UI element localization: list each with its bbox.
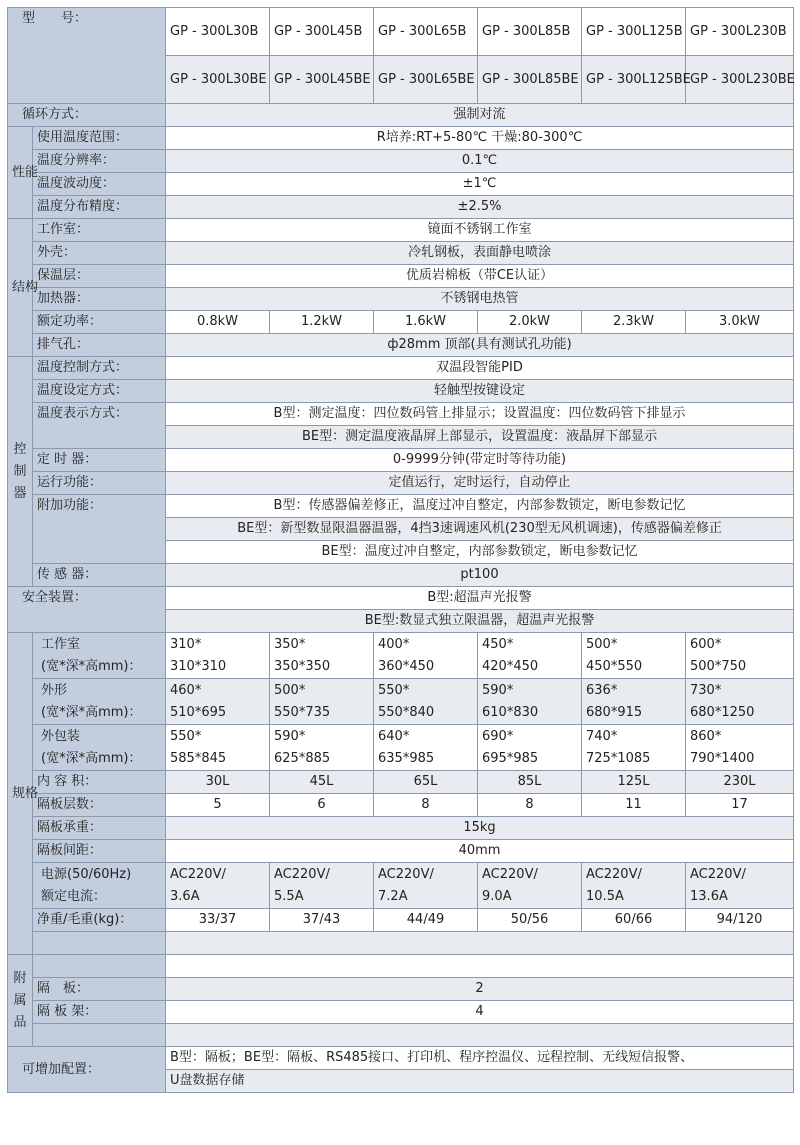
model-cell: GP - 300L125B [582,8,686,56]
accessory-label: 隔 板： [33,978,166,1001]
spec-row [8,840,794,863]
ctrl-value: pt100 [166,564,794,587]
spec-cell: 60/66 [582,909,686,932]
struct-label: 额定功率： [33,311,166,334]
performance-row [8,150,794,173]
spec-cell: 65L [374,771,478,794]
controller-row [8,495,794,518]
spec-cell: AC220V/ 9.0A [478,863,582,909]
spec-cell: 8 [478,794,582,817]
accessory-spacer-row [8,1024,794,1047]
ctrl-label: 温度控制方式： [33,357,166,380]
spec-row [8,794,794,817]
spec-spacer-row [8,932,794,955]
performance-row [8,196,794,219]
model-cell: GP - 300L85BE [478,56,582,104]
circulation-label: 循环方式： [8,104,166,127]
accessory-spacer-row [8,955,794,978]
spec-row [8,863,794,909]
options-value: U盘数据存储 [166,1070,794,1093]
model-cell: GP - 300L65B [374,8,478,56]
ctrl-value: BE型：新型数显限温器温器，4挡3速调速风机(230型无风机调速)，传感器偏差修正 [166,518,794,541]
spec-cell: 740* 725*1085 [582,725,686,771]
accessory-value: 2 [166,978,794,1001]
safety-row [8,587,794,610]
ctrl-value: 0-9999分钟(带定时等待功能) [166,449,794,472]
spec-row [8,771,794,794]
perf-value: ±2.5% [166,196,794,219]
controller-row [8,403,794,426]
circulation-row [8,104,794,127]
spec-cell: 310* 310*310 [166,633,270,679]
struct-value: 镜面不锈钢工作室 [166,219,794,242]
ctrl-label: 传 感 器： [33,564,166,587]
spec-cell: 400* 360*450 [374,633,478,679]
structure-row [8,219,794,242]
power-cell: 3.0kW [686,311,794,334]
performance-row [8,127,794,150]
model-label: 型 号： [8,8,166,104]
perf-value: R培养:RT+5-80℃ 干燥:80-300℃ [166,127,794,150]
spec-cell: 37/43 [270,909,374,932]
structure-row [8,334,794,357]
spec-cell: 500* 450*550 [582,633,686,679]
model-row-b [8,8,794,56]
model-cell: GP - 300L230B [686,8,794,56]
spec-cell: 640* 635*985 [374,725,478,771]
spec-value: 15kg [166,817,794,840]
struct-label: 加热器： [33,288,166,311]
spec-group-label: 规格 [8,633,33,955]
spec-cell: 45L [270,771,374,794]
safety-value: BE型:数显式独立限温器，超温声光报警 [166,610,794,633]
perf-value: ±1℃ [166,173,794,196]
accessory-row [8,978,794,1001]
ctrl-label: 运行功能： [33,472,166,495]
performance-group-label: 性能 [8,127,33,219]
ctrl-value: 定值运行，定时运行，自动停止 [166,472,794,495]
struct-label: 工作室： [33,219,166,242]
spec-cell: 8 [374,794,478,817]
power-cell: 1.2kW [270,311,374,334]
ctrl-label: 定 时 器： [33,449,166,472]
perf-label: 温度波动度： [33,173,166,196]
model-cell: GP - 300L85B [478,8,582,56]
controller-row [8,449,794,472]
spec-row [8,725,794,771]
struct-value: 冷轧钢板，表面静电喷涂 [166,242,794,265]
options-row [8,1047,794,1070]
power-cell: 2.3kW [582,311,686,334]
controller-row [8,472,794,495]
spec-cell: 590* 610*830 [478,679,582,725]
accessory-spacer [166,955,794,978]
spec-cell: 11 [582,794,686,817]
circulation-value: 强制对流 [166,104,794,127]
model-cell: GP - 300L230BE [686,56,794,104]
controller-row [8,380,794,403]
spec-label: 隔板层数： [33,794,166,817]
spec-package-label: 外包装 (宽*深*高mm)： [33,725,166,771]
spec-power-label: 电源(50/60Hz) 额定电流： [33,863,166,909]
spec-cell: 17 [686,794,794,817]
model-cell: GP - 300L30B [166,8,270,56]
spec-cell: 730* 680*1250 [686,679,794,725]
perf-value: 0.1℃ [166,150,794,173]
structure-row [8,288,794,311]
power-cell: 2.0kW [478,311,582,334]
ctrl-value: BE型：温度过冲自整定，内部参数锁定，断电参数记忆 [166,541,794,564]
accessory-spacer-label [33,955,166,978]
spec-row [8,817,794,840]
spec-spacer [166,932,794,955]
ctrl-value: B型：传感器偏差修正，温度过冲自整定，内部参数锁定，断电参数记忆 [166,495,794,518]
ctrl-value: 双温段智能PID [166,357,794,380]
spec-cell: 85L [478,771,582,794]
accessory-label: 隔 板 架： [33,1001,166,1024]
spec-cell: 6 [270,794,374,817]
controller-group-label: 控制器 [8,357,33,587]
structure-group-label: 结构 [8,219,33,357]
spec-outer-label: 外形 (宽*深*高mm)： [33,679,166,725]
struct-label: 外壳： [33,242,166,265]
spec-cell: 590* 625*885 [270,725,374,771]
perf-label: 温度分布精度： [33,196,166,219]
spec-label: 隔板承重： [33,817,166,840]
model-cell: GP - 300L30BE [166,56,270,104]
spec-label: 净重/毛重(kg)： [33,909,166,932]
ctrl-value: B型：测定温度：四位数码管上排显示；设置温度：四位数码管下排显示 [166,403,794,426]
struct-value: 不锈钢电热管 [166,288,794,311]
model-cell: GP - 300L125BE [582,56,686,104]
spec-cell: AC220V/ 7.2A [374,863,478,909]
accessory-value: 4 [166,1001,794,1024]
options-value: B型：隔板；BE型：隔板、RS485接口、打印机、程序控温仪、远程控制、无线短信报警、 [166,1047,794,1070]
model-cell: GP - 300L45B [270,8,374,56]
ctrl-label: 温度表示方式： [33,403,166,449]
spec-cell: 550* 585*845 [166,725,270,771]
spec-cell: 600* 500*750 [686,633,794,679]
perf-label: 使用温度范围： [33,127,166,150]
spec-table [7,7,794,1093]
controller-row [8,564,794,587]
spec-label: 隔板间距： [33,840,166,863]
spec-cell: AC220V/ 3.6A [166,863,270,909]
spec-row [8,909,794,932]
spec-cell: 460* 510*695 [166,679,270,725]
structure-row [8,242,794,265]
power-cell: 0.8kW [166,311,270,334]
spec-value: 40mm [166,840,794,863]
model-cell: GP - 300L65BE [374,56,478,104]
accessories-group-label: 附属品 [8,955,33,1047]
performance-row [8,173,794,196]
struct-value: 优质岩棉板（带CE认证） [166,265,794,288]
struct-label: 保温层： [33,265,166,288]
ctrl-value: 轻触型按键设定 [166,380,794,403]
spec-cell: 350* 350*350 [270,633,374,679]
ctrl-label: 温度设定方式： [33,380,166,403]
ctrl-label: 附加功能： [33,495,166,564]
structure-row [8,311,794,334]
spec-cell: 450* 420*450 [478,633,582,679]
spec-cell: 500* 550*735 [270,679,374,725]
safety-label: 安全装置： [8,587,166,633]
spec-cell: AC220V/ 13.6A [686,863,794,909]
spec-cell: AC220V/ 10.5A [582,863,686,909]
spec-cell: 50/56 [478,909,582,932]
accessory-spacer-label [33,1024,166,1047]
spec-cell: 860* 790*1400 [686,725,794,771]
accessory-spacer [166,1024,794,1047]
safety-value: B型:超温声光报警 [166,587,794,610]
spec-cell: 230L [686,771,794,794]
spec-cell: AC220V/ 5.5A [270,863,374,909]
spec-cell: 94/120 [686,909,794,932]
spec-spacer-label [33,932,166,955]
options-label: 可增加配置： [8,1047,166,1093]
spec-cell: 550* 550*840 [374,679,478,725]
spec-row [8,633,794,679]
spec-sheet [7,7,794,1093]
perf-label: 温度分辨率： [33,150,166,173]
spec-cell: 690* 695*985 [478,725,582,771]
spec-chamber-label: 工作室 (宽*深*高mm)： [33,633,166,679]
spec-label: 内 容 积： [33,771,166,794]
ctrl-value: BE型：测定温度液晶屏上部显示，设置温度：液晶屏下部显示 [166,426,794,449]
struct-label: 排气孔： [33,334,166,357]
power-cell: 1.6kW [374,311,478,334]
spec-cell: 33/37 [166,909,270,932]
model-cell: GP - 300L45BE [270,56,374,104]
controller-row [8,357,794,380]
spec-cell: 125L [582,771,686,794]
accessory-row [8,1001,794,1024]
spec-cell: 636* 680*915 [582,679,686,725]
spec-row [8,679,794,725]
spec-cell: 44/49 [374,909,478,932]
spec-cell: 30L [166,771,270,794]
struct-value: ф28mm 顶部(具有测试孔功能) [166,334,794,357]
structure-row [8,265,794,288]
spec-cell: 5 [166,794,270,817]
